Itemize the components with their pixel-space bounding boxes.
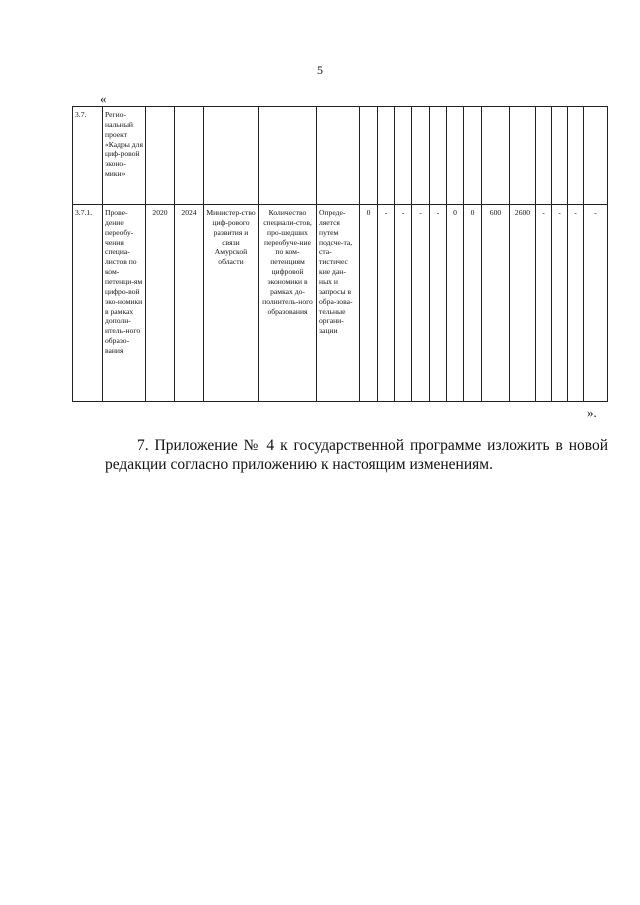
row-number: 3.7.1. (73, 205, 103, 402)
value-cell: 2600 (510, 205, 536, 402)
value-cell: - (412, 205, 430, 402)
value-cell: - (584, 205, 608, 402)
indicator (259, 107, 317, 205)
value-cell: 0 (360, 205, 378, 402)
value-cell: 0 (447, 205, 464, 402)
value-cell (536, 107, 552, 205)
value-cell (395, 107, 412, 205)
closing-quote-mark: ». (587, 405, 597, 420)
start-year (146, 107, 175, 205)
value-cell (584, 107, 608, 205)
end-year (175, 107, 204, 205)
value-cell (412, 107, 430, 205)
value-cell (464, 107, 482, 205)
table-row (73, 205, 608, 402)
calculation-method (317, 107, 360, 205)
table-row (73, 107, 608, 205)
indicator: Количество специали-стов, про-шедших переобуче-ние по ком-петенциям цифровой экономики в рамках до-полнитель-ного образования (259, 205, 317, 402)
value-cell: - (378, 205, 395, 402)
opening-quote-mark: « (100, 91, 107, 106)
value-cell: 600 (482, 205, 510, 402)
executor (204, 107, 259, 205)
end-year: 2024 (175, 205, 204, 402)
value-cell: - (536, 205, 552, 402)
value-cell (510, 107, 536, 205)
executor: Министер-ство циф-рового развития и связи Амурской области (204, 205, 259, 402)
row-number: 3.7. (73, 107, 103, 205)
value-cell (360, 107, 378, 205)
row-name: Прове-дение переобу-чения специа-листов по ком-петенци-ям цифро-вой эко-номики в рамках дополн-итель-ного образо-вания (103, 205, 146, 402)
program-table (72, 106, 608, 402)
value-cell (568, 107, 584, 205)
start-year: 2020 (146, 205, 175, 402)
value-cell: - (552, 205, 568, 402)
value-cell (447, 107, 464, 205)
value-cell: - (568, 205, 584, 402)
value-cell: - (395, 205, 412, 402)
value-cell: - (430, 205, 447, 402)
amendment-paragraph: 7. Приложение № 4 к государственной программе изложить в новой редакции согласно приложению к настоящим изменениям. (105, 437, 608, 473)
row-name: Регио-нальный проект «Кадры для циф-ровой эконо-мики» (103, 107, 146, 205)
value-cell (430, 107, 447, 205)
value-cell (378, 107, 395, 205)
calculation-method: Опреде-ляется путем подсче-та, ста-тистичес кие дан-ных и запросы в обра-зова-тельные органи-зации (317, 205, 360, 402)
value-cell (552, 107, 568, 205)
value-cell: 0 (464, 205, 482, 402)
page-number: 5 (317, 63, 323, 77)
value-cell (482, 107, 510, 205)
